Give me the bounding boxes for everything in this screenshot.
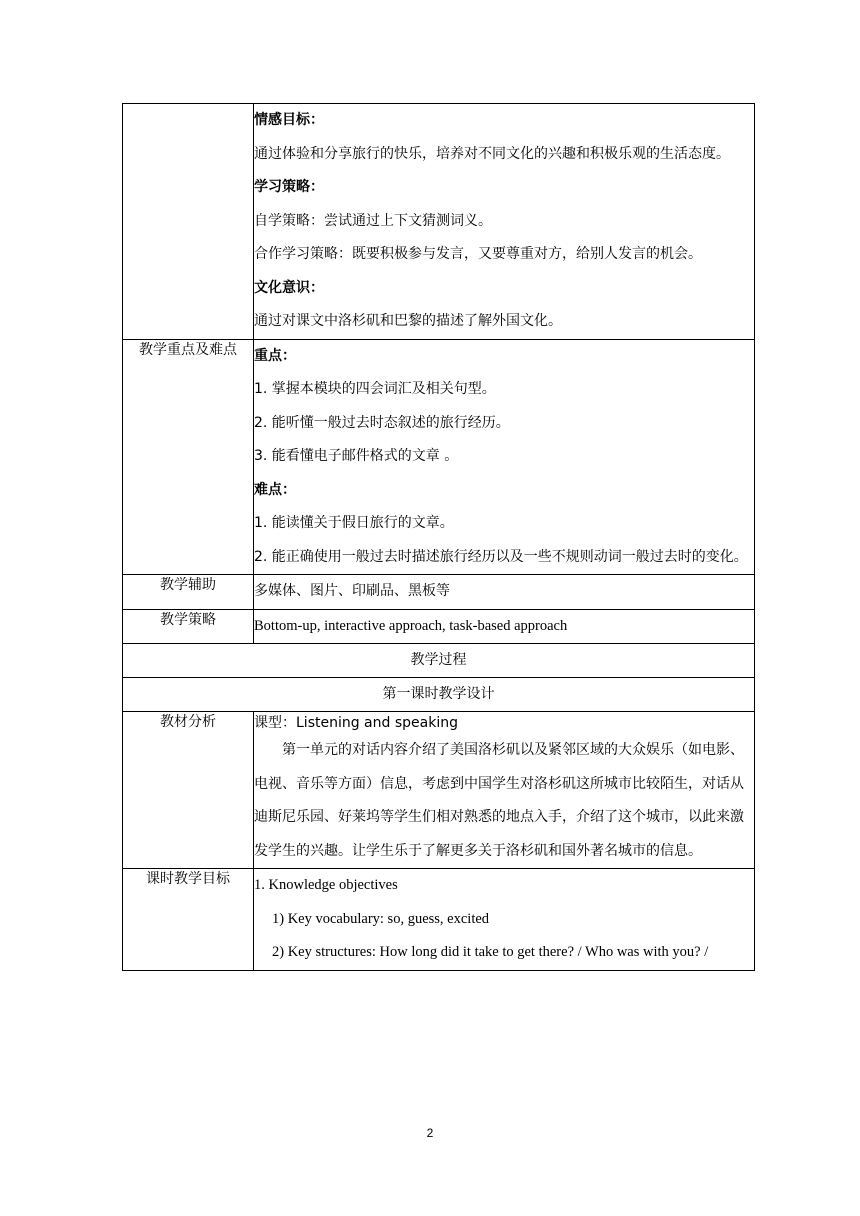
table-row (123, 104, 755, 340)
goal-item: 1. Knowledge objectives (254, 877, 398, 893)
table-row (123, 339, 755, 575)
difficulty-heading: 难点： (254, 481, 296, 498)
focus-heading: 重点： (254, 347, 296, 364)
strategy-coop: 合作学习策略：既要积极参与发言，又要尊重对方，给别人发言的机会。 (254, 246, 702, 262)
lesson-plan-table (122, 103, 755, 971)
analysis-label: 教材分析 (123, 712, 254, 869)
analysis-cell (254, 712, 755, 869)
key-points-cell (254, 339, 755, 575)
goal-subitem: 2) Key structures: How long did it take to get there? / Who was with you? / (272, 944, 709, 960)
focus-item: 2. 能听懂一般过去时态叙述的旅行经历。 (254, 414, 510, 431)
focus-item: 3. 能看懂电子邮件格式的文章 。 (254, 448, 459, 464)
culture-heading: 文化意识： (254, 279, 324, 296)
aids-value: 多媒体、图片、印刷品、黑板等 (254, 575, 755, 610)
emotion-text: 通过体验和分享旅行的快乐，培养对不同文化的兴趣和积极乐观的生活态度。 (254, 145, 730, 162)
analysis-type: 课型：Listening and speaking (254, 715, 458, 731)
culture-text: 通过对课文中洛杉矶和巴黎的描述了解外国文化。 (254, 313, 562, 329)
strategy-heading: 学习策略： (254, 179, 324, 195)
goals-cell (254, 869, 755, 971)
emotion-heading: 情感目标： (254, 112, 324, 128)
table-row (123, 644, 755, 678)
empty-label-cell (123, 104, 254, 340)
table-row (123, 712, 755, 869)
difficulty-item: 2. 能正确使用一般过去时描述旅行经历以及一些不规则动词一般过去时的变化。 (254, 548, 748, 565)
goals-label: 课时教学目标 (123, 869, 254, 971)
difficulty-item: 1. 能读懂关于假日旅行的文章。 (254, 515, 454, 531)
table-row (123, 678, 755, 712)
focus-item: 1. 掌握本模块的四会词汇及相关句型。 (254, 381, 496, 397)
strategy-value: Bottom-up, interactive approach, task-based approach (254, 609, 755, 644)
strategy-self: 自学策略：尝试通过上下文猜测词义。 (254, 212, 492, 229)
objectives-cell (254, 104, 755, 340)
goal-subitem: 1) Key vocabulary: so, guess, excited (272, 910, 490, 927)
lesson-title: 第一课时教学设计 (123, 678, 755, 712)
table-row (123, 869, 755, 971)
table-row (123, 609, 755, 644)
strategy-label: 教学策略 (123, 609, 254, 644)
key-points-label: 教学重点及难点 (123, 339, 254, 575)
page-number: 2 (426, 1126, 434, 1140)
table-row (123, 575, 755, 610)
analysis-text: 第一单元的对话内容介绍了美国洛杉矶以及紧邻区域的大众娱乐（如电影、电视、音乐等方面）信息，考虑到中国学生对洛杉矶这所城市比较陌生，对话从迪斯尼乐园、好莱坞等学生们相对熟悉的地点入手，介绍了这个城市，以此来激发学生的兴趣。让学生乐于了解更多关于洛杉矶和国外著名城市的信息。 (254, 742, 744, 859)
aids-label: 教学辅助 (123, 575, 254, 610)
process-title: 教学过程 (123, 644, 755, 678)
